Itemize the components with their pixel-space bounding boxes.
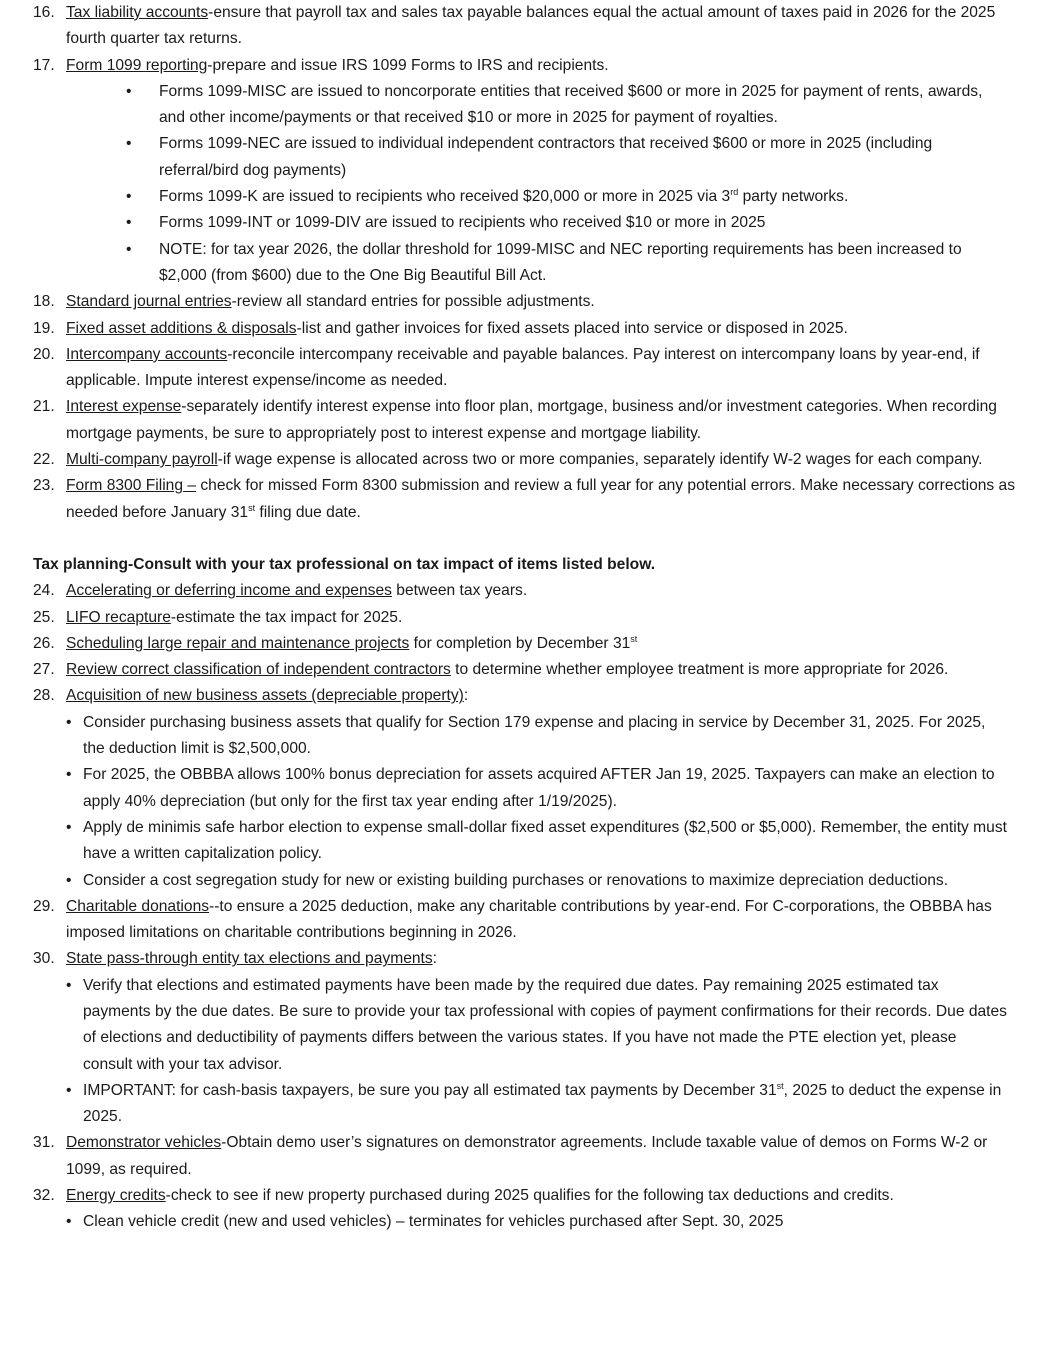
item-text: -if wage expense is allocated across two or more companies, separately identify W-2 wages for each company. bbox=[217, 451, 983, 469]
item-number: 29. bbox=[33, 897, 55, 915]
item-number: 32. bbox=[33, 1187, 55, 1205]
item-number: 20. bbox=[33, 345, 55, 363]
item-text: for completion by December 31 bbox=[409, 634, 631, 652]
bullet-item: • Verify that elections and estimated payments have been made by the required due dates. Pay remaining 2025 estimated tax payments by the due dates. Be sure to provide your tax professional with copies of payment confirmations for their records. Due dates of elections and deductibility of payments differs between the various states. If you have not made the PTE election yet, please consult with your tax advisor. bbox=[0, 973, 1028, 1078]
item-text: filing due date. bbox=[255, 503, 361, 521]
item-text: -ensure that payroll tax and sales tax payable balances equal the actual amount of taxes paid in 2026 for the 2025 fourth quarter tax returns. bbox=[66, 4, 996, 48]
item-text: : bbox=[432, 950, 438, 968]
item-number: 19. bbox=[33, 319, 55, 337]
item-title: Multi-company payroll bbox=[66, 451, 218, 469]
form-1099-bullet-list bbox=[66, 79, 1028, 289]
item-number: 22. bbox=[33, 451, 55, 469]
item-number: 21. bbox=[33, 398, 55, 416]
list-item-28 bbox=[0, 683, 1046, 893]
bullet-text: party networks. bbox=[738, 188, 849, 206]
bullet-item: • Clean vehicle credit (new and used vehicles) – terminates for vehicles purchased after Sept. 30, 2025 bbox=[0, 1209, 1028, 1235]
item-title: LIFO recapture bbox=[66, 608, 171, 626]
list-item-23 bbox=[0, 473, 1046, 526]
item-number: 26. bbox=[33, 634, 55, 652]
item-text: -reconcile intercompany receivable and payable balances. Pay interest on intercompany loans by year-end, if applicable. Impute interest expense/income as needed. bbox=[66, 345, 980, 390]
item-text: -Obtain demo user’s signatures on demonstrator agreements. Include taxable value of demos on Forms W-2 or 1099, as required. bbox=[66, 1134, 988, 1178]
item-number: 23. bbox=[33, 477, 55, 495]
tax-planning-heading: Tax planning-Consult with your tax professional on tax impact of items listed below. bbox=[33, 555, 656, 573]
spacer bbox=[0, 526, 1046, 552]
bullet-text: IMPORTANT: for cash-basis taxpayers, be sure you pay all estimated tax payments by December 31 bbox=[83, 1081, 777, 1099]
list-item-32 bbox=[0, 1183, 1046, 1236]
bullet-text: Forms 1099-K are issued to recipients who received $20,000 or more in 2025 via 3 bbox=[159, 188, 731, 206]
energy-credits-bullet-list bbox=[66, 1209, 1028, 1235]
item-number: 16. bbox=[33, 4, 55, 21]
list-item-27 bbox=[0, 657, 1046, 683]
item-text: to determine whether employee treatment is more appropriate for 2026. bbox=[450, 661, 949, 679]
bullet-item: • Apply de minimis safe harbor election to expense small-dollar fixed asset expenditures ($2,500 or $5,000). Remember, the entity must have a written capitalization policy. bbox=[0, 815, 1028, 868]
list-item-17 bbox=[0, 53, 1046, 290]
list-item-20 bbox=[0, 342, 1046, 395]
item-text: --to ensure a 2025 deduction, make any charitable contributions by year-end. For C-corporations, the OBBBA has imposed limitations on charitable contributions beginning in 2026. bbox=[66, 897, 992, 942]
item-number: 24. bbox=[33, 582, 55, 600]
item-title: Intercompany accounts bbox=[66, 345, 228, 363]
item-title: Charitable donations bbox=[66, 897, 210, 915]
item-title: Form 8300 Filing – bbox=[66, 477, 197, 495]
item-title: Fixed asset additions & disposals bbox=[66, 319, 297, 337]
item-title: Demonstrator vehicles bbox=[66, 1134, 222, 1152]
superscript: st bbox=[248, 502, 256, 513]
list-item-24 bbox=[0, 578, 1046, 604]
bullet-item: • NOTE: for tax year 2026, the dollar threshold for 1099-MISC and NEC reporting requirements has been increased to $2,000 (from $600) due to the One Big Beautiful Bill Act. bbox=[0, 237, 1028, 290]
list-item-18 bbox=[0, 289, 1046, 315]
item-number: 28. bbox=[33, 687, 55, 705]
item-text: -separately identify interest expense into floor plan, mortgage, business and/or investment categories. When recording mortgage payments, be sure to appropriately post to interest expense and mortgage liability. bbox=[66, 398, 997, 442]
item-number: 30. bbox=[33, 950, 55, 968]
item-title: State pass-through entity tax elections and payments bbox=[66, 950, 433, 968]
list-item-30 bbox=[0, 946, 1046, 1130]
item-title: Interest expense bbox=[66, 398, 182, 416]
item-text: between tax years. bbox=[391, 582, 528, 600]
item-text: -prepare and issue IRS 1099 Forms to IRS and recipients. bbox=[207, 56, 609, 74]
list-item-21 bbox=[0, 394, 1046, 447]
depreciable-property-bullet-list bbox=[66, 710, 1028, 894]
list-item-26 bbox=[0, 631, 1046, 657]
item-text: -list and gather invoices for fixed assets placed into service or disposed in 2025. bbox=[296, 319, 848, 337]
item-text: -review all standard entries for possible adjustments. bbox=[231, 293, 595, 311]
bullet-item: • Forms 1099-INT or 1099-DIV are issued to recipients who received $10 or more in 2025 bbox=[0, 210, 1028, 236]
bullet-item: • Forms 1099-MISC are issued to noncorporate entities that received $600 or more in 2025 for payment of rents, awards, and other income/payments or that received $10 or more in 2025 for payment of royalties. bbox=[0, 79, 1028, 132]
item-title: Energy credits bbox=[66, 1187, 166, 1205]
item-number: 31. bbox=[33, 1134, 55, 1152]
bullet-item: • Consider a cost segregation study for new or existing building purchases or renovations to maximize depreciation deductions. bbox=[0, 868, 1028, 894]
item-title: Tax liability accounts bbox=[66, 4, 209, 21]
list-item-16 bbox=[0, 0, 1046, 53]
item-title: Standard journal entries bbox=[66, 293, 232, 311]
bullet-item: • For 2025, the OBBBA allows 100% bonus depreciation for assets acquired AFTER Jan 19, 2025. Taxpayers can make an election to apply 40% depreciation (but only for the first tax year ending after 1/19/2025). bbox=[0, 762, 1028, 815]
item-number: 27. bbox=[33, 661, 55, 679]
list-item-22 bbox=[0, 447, 1046, 473]
item-text: : bbox=[463, 687, 469, 705]
list-item-25 bbox=[0, 605, 1046, 631]
list-item-19 bbox=[0, 316, 1046, 342]
item-title: Accelerating or deferring income and expenses bbox=[66, 582, 392, 600]
item-title: Review correct classification of independent contractors bbox=[66, 661, 451, 679]
bullet-item: • Consider purchasing business assets that qualify for Section 179 expense and placing in service by December 31, 2025. For 2025, the deduction limit is $2,500,000. bbox=[0, 710, 1028, 763]
superscript: st bbox=[776, 1080, 784, 1091]
list-item-29 bbox=[0, 894, 1046, 947]
bullet-item: • Forms 1099-NEC are issued to individual independent contractors that received $600 or more in 2025 (including referral/bird dog payments) bbox=[0, 131, 1028, 184]
pte-bullet-list bbox=[66, 973, 1028, 1131]
superscript: rd bbox=[730, 187, 739, 198]
item-text: -check to see if new property purchased during 2025 qualifies for the following tax deductions and credits. bbox=[165, 1187, 894, 1205]
list-item-31 bbox=[0, 1130, 1046, 1183]
item-title: Acquisition of new business assets (depreciable property) bbox=[66, 687, 464, 705]
item-number: 25. bbox=[33, 608, 55, 626]
item-text: check for missed Form 8300 submission and review a full year for any potential errors. Make necessary corrections as needed before January 31 bbox=[66, 477, 1016, 521]
bullet-item bbox=[0, 1078, 1028, 1131]
bullet-item bbox=[0, 184, 1028, 210]
item-title: Form 1099 reporting bbox=[66, 56, 208, 74]
superscript: st bbox=[630, 633, 638, 644]
item-text: -estimate the tax impact for 2025. bbox=[170, 608, 403, 626]
item-number: 18. bbox=[33, 293, 55, 311]
item-number: 17. bbox=[33, 56, 55, 74]
item-title: Scheduling large repair and maintenance projects bbox=[66, 634, 410, 652]
bullet-text: , 2025 to deduct the expense in 2025. bbox=[83, 1081, 1002, 1126]
